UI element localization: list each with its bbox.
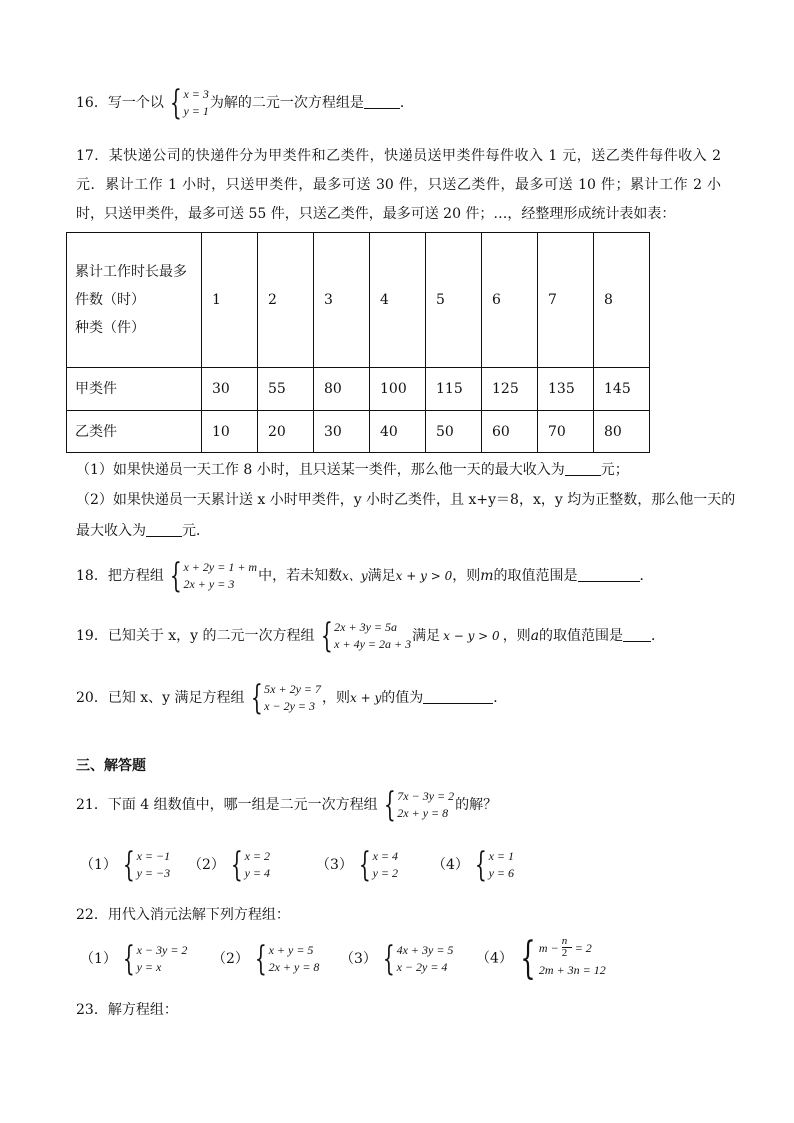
table-cell: 145 [594, 368, 650, 411]
q20-mid: ，则 [322, 690, 351, 706]
table-cell: 80 [314, 368, 370, 411]
system-label: （2） [212, 951, 249, 967]
table-cell: 55 [258, 368, 314, 411]
option-label: （1） [80, 857, 117, 873]
table-hour-cell: 4 [370, 233, 426, 368]
q16-end: ． [399, 95, 414, 111]
q18-mid1: 中，若未知数 [258, 568, 343, 584]
q17-sub1-blank[interactable] [565, 461, 601, 476]
q18-eq2: 2x + y = 3 [183, 577, 235, 591]
q17-sub1-end: 元； [600, 462, 629, 478]
q18-answer-blank[interactable] [578, 567, 640, 582]
brace-icon: { [254, 939, 267, 979]
table-cell: 115 [426, 368, 482, 411]
option-eq1: x = −1 [136, 849, 171, 863]
q19-end: ． [651, 628, 666, 644]
brace-icon: { [520, 932, 536, 984]
brace-icon: { [250, 678, 263, 718]
table-hour-cell: 5 [426, 233, 482, 368]
q21-system [379, 785, 455, 825]
q19-condition: x − y > 0 [443, 629, 500, 643]
q19-prefix: 19．已知关于 x，y 的二元一次方程组 [76, 628, 315, 644]
table-hour-cell: 6 [482, 233, 538, 368]
header-label-line-3: 种类（件） [75, 320, 145, 336]
table-cell: 125 [482, 368, 538, 411]
system-label: （1） [80, 951, 117, 967]
q20-eq1: 5x + 2y = 7 [264, 682, 322, 696]
option-label: （3） [316, 857, 353, 873]
q20-system [246, 678, 322, 718]
question-20 [76, 678, 508, 718]
q17-sub2-line1: （2）如果快递员一天累计送 x 小时甲类件，y 小时乙类件，且 x+y＝8，x，y 均为正整数，那么他一天的 [76, 492, 736, 508]
option-eq1: x = 1 [488, 849, 514, 863]
option-eq2: y = 6 [488, 866, 514, 880]
q17-table [66, 232, 650, 453]
option-label: （2） [188, 857, 225, 873]
q19-mid2: ，则 [502, 628, 531, 644]
question-19 [76, 616, 666, 656]
option-eq1: x = 4 [372, 849, 398, 863]
question-18 [76, 556, 654, 596]
q17-sub2-blank[interactable] [146, 522, 182, 537]
q19-system [316, 616, 412, 656]
q20-suffix: 的值为 [381, 690, 424, 706]
table-cell: 20 [258, 411, 314, 453]
system-eq1-part-b: = 2 [574, 940, 592, 955]
system-label: （4） [476, 950, 513, 967]
table-cell: 100 [370, 368, 426, 411]
system-eq1: x + y = 5 [268, 943, 314, 957]
q19-eq1: 2x + 3y = 5a [334, 620, 398, 634]
q20-prefix: 20．已知 x、y 满足方程组 [76, 690, 245, 706]
q17-sub1-text: （1）如果快递员一天工作 8 小时，且只送某一类件，那么他一天的最大收入为 [76, 462, 565, 478]
table-cell: 30 [314, 411, 370, 453]
system-eq2: x − 2y = 4 [396, 960, 448, 974]
option-eq2: y = −3 [136, 866, 171, 880]
brace-icon: { [474, 845, 487, 885]
q21-option-2 [188, 845, 271, 885]
q20-answer-blank[interactable] [423, 689, 493, 704]
table-header-label [67, 233, 202, 368]
q17-sub1 [76, 460, 629, 480]
q19-eq2: x + 4y = 2a + 3 [334, 637, 412, 651]
q22-system-1 [80, 939, 188, 979]
fraction-denominator: 2 [561, 947, 568, 959]
fraction-numerator: n [561, 935, 568, 947]
brace-icon: { [122, 845, 135, 885]
table-cell: 40 [370, 411, 426, 453]
table-cell: 80 [594, 411, 650, 453]
option-eq1: x = 2 [244, 849, 270, 863]
q21-option-4 [432, 845, 515, 885]
q19-a: a [530, 628, 540, 644]
system-eq1-part-a: m − [538, 940, 559, 955]
brace-icon: { [169, 556, 182, 596]
table-hour-cell: 8 [594, 233, 650, 368]
table-hour-cell: 3 [314, 233, 370, 368]
system-eq1: x − 3y = 2 [136, 943, 188, 957]
option-eq2: y = 2 [372, 866, 398, 880]
brace-icon: { [122, 939, 135, 979]
q22-system-3 [340, 939, 454, 979]
question-23-title: 23．解方程组： [76, 1002, 178, 1018]
system-eq1: 4x + 3y = 5 [396, 943, 454, 957]
system-eq2: 2x + y = 8 [268, 960, 320, 974]
table-cell: 30 [202, 368, 258, 411]
brace-icon: { [320, 616, 333, 656]
q21-suffix: 的解？ [455, 797, 498, 813]
table-cell: 60 [482, 411, 538, 453]
q20-end: ． [493, 690, 508, 706]
table-row [67, 368, 650, 411]
table-cell: 50 [426, 411, 482, 453]
q17-sub2-text: 最大收入为 [76, 523, 146, 539]
table-cell: 10 [202, 411, 258, 453]
system-eq2: y = x [136, 960, 162, 974]
system-label: （3） [340, 951, 377, 967]
q18-m: m [480, 568, 494, 584]
q18-suffix: 的取值范围是 [493, 568, 578, 584]
q19-suffix: 的取值范围是 [539, 628, 624, 644]
question-17-text: 17．某快递公司的快递件分为甲类件和乙类件，快递员送甲类件每件收入 1 元，送乙类件每件收入 2 元．累计工作 1 小时，只送甲类件，最多可送 30 件，只送乙类件，最多可送 10 件；累计工作 2 小时，只送甲类件，最多可送 55 件，只送乙类件，最多可送 20 件；…，经整理形成统计表如表： [76, 148, 721, 222]
system-eq2: 2m + 3n = 12 [538, 963, 606, 977]
question-21 [76, 785, 498, 825]
table-hour-cell: 7 [538, 233, 594, 368]
brace-icon: { [169, 83, 182, 123]
row-label: 乙类件 [67, 411, 202, 453]
table-hour-cell: 1 [202, 233, 258, 368]
header-label-line-1: 累计工作时长最多 [75, 264, 187, 280]
q16-answer-blank[interactable] [364, 94, 400, 109]
question-16 [76, 83, 414, 123]
q18-end: ． [639, 568, 654, 584]
table-cell: 135 [538, 368, 594, 411]
q16-suffix: 为解的二元一次方程组是 [209, 95, 364, 111]
q18-mid2: 满足 [367, 568, 396, 584]
q19-answer-blank[interactable] [623, 627, 651, 642]
q18-eq1: x + 2y = 1 + m [183, 560, 258, 574]
q18-prefix: 18．把方程组 [76, 568, 164, 584]
q17-sub2-end: 元． [182, 523, 210, 539]
q20-eq2: x − 2y = 3 [264, 699, 316, 713]
q22-system-2 [212, 939, 320, 979]
q16-eq1: x = 3 [183, 87, 209, 101]
q21-prefix: 21．下面 4 组数值中，哪一组是二元一次方程组 [76, 797, 378, 813]
section-title: 三、解答题 [76, 758, 146, 774]
header-label-line-2: 件数（时） [75, 292, 145, 308]
table-row [67, 411, 650, 453]
option-label: （4） [432, 857, 469, 873]
row-label: 甲类件 [67, 368, 202, 411]
q16-system [165, 83, 209, 123]
question-22-title: 22．用代入消元法解下列方程组： [76, 907, 290, 923]
q19-mid: 满足 [412, 628, 441, 644]
brace-icon: { [382, 939, 395, 979]
q22-system-4 [476, 932, 607, 984]
brace-icon: { [358, 845, 371, 885]
q18-condition: x + y > 0 [395, 569, 453, 583]
table-hour-cell: 2 [258, 233, 314, 368]
q17-sub2-line2 [76, 521, 210, 541]
table-cell: 70 [538, 411, 594, 453]
q21-option-1 [80, 845, 171, 885]
q18-vars: x、y [342, 569, 368, 583]
option-eq2: y = 4 [244, 866, 270, 880]
q21-eq1: 7x − 3y = 2 [397, 789, 455, 803]
q16-prefix: 16．写一个以 [76, 95, 164, 111]
brace-icon: { [383, 785, 396, 825]
q16-eq2: y = 1 [183, 104, 209, 118]
q20-expr: x + y [350, 691, 382, 705]
q18-system [165, 556, 258, 596]
q21-option-3 [316, 845, 399, 885]
q21-eq2: 2x + y = 8 [397, 806, 449, 820]
brace-icon: { [230, 845, 243, 885]
q18-mid3: ，则 [452, 568, 481, 584]
